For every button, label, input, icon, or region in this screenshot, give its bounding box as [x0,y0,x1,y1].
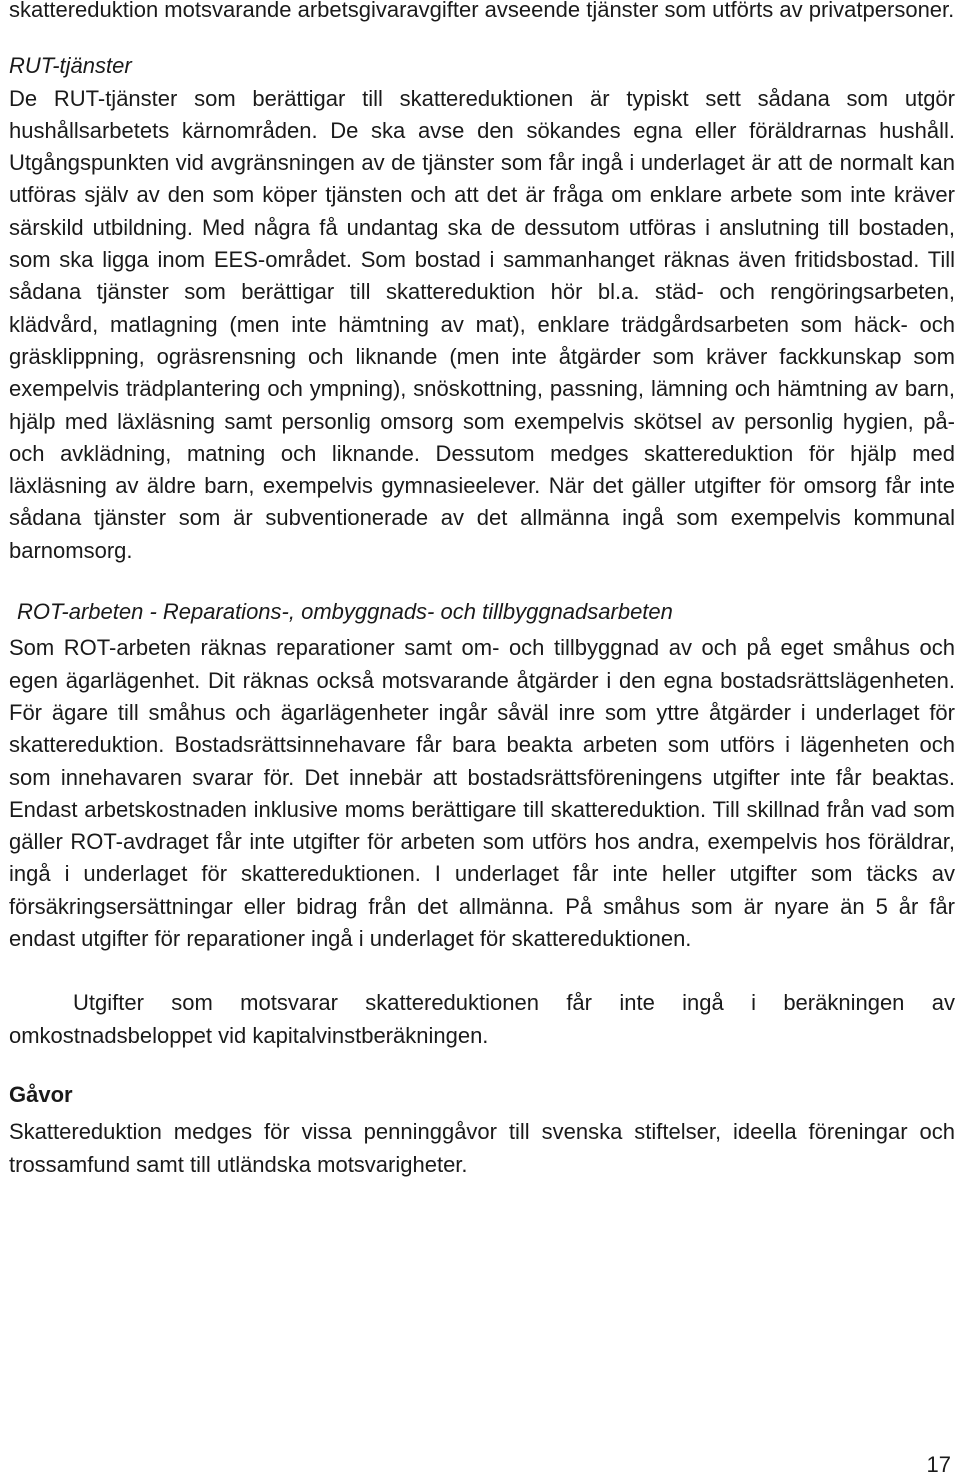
gavor-heading: Gåvor [9,1081,73,1107]
rot-paragraph: Som ROT-arbeten räknas reparationer samt om- och tillbyggnad av och på eget småhus och egen ägarlägenhet. Dit räknas också motsvarande åtgärder i den egna bostadsrättslägenheten. För ägare till småhus och ägarlägenheter ingår såväl inre som yttre åtgärder i underlaget för skattereduktion. Bostadsrättsinnehavare får bara beakta arbeten som utförs i lägenheten och som innehavaren svarar för. Det innebär att bostadsrättsföreningens utgifter inte får beaktas. Endast arbetskostnaden inklusive moms berättigare till skattereduktion. Till skillnad från vad som gäller ROT-avdraget får inte utgifter för arbeten som utförs hos andra, exempelvis hos föräldrar, ingå i underlaget för skattereduktionen. I underlaget får inte heller utgifter som täcks av försäkringsersättningar eller bidrag från det allmänna. På småhus som är nyare än 5 år får endast utgifter för reparationer ingå i underlaget för skattereduktionen. [9,635,955,952]
tax-note-paragraph: Utgifter som motsvarar skattereduktionen får inte ingå i beräkningen av omkostnadsbeloppet vid kapitalvinstberäkningen. [9,990,955,1048]
rot-heading: ROT-arbeten - Reparations-, ombyggnads- och tillbyggnadsarbeten [17,599,673,625]
intro-paragraph: skattereduktion motsvarande arbetsgivaravgifter avseende tjänster som utförts av privatpersoner. [9,0,955,22]
gavor-paragraph: Skattereduktion medges för vissa penninggåvor till svenska stiftelser, ideella föreningar och trossamfund samt till utländska motsvarigheter. [9,1119,955,1177]
document-page [9,0,955,1181]
rut-heading: RUT-tjänster [9,53,132,79]
rut-paragraph: De RUT-tjänster som berättigar till skattereduktionen är typiskt sett sådana som utgör hushållsarbetets kärnområden. De ska avse den sökandes egna eller föräldrarnas hushåll. Utgångspunkten vid avgränsningen av de tjänster som får ingå i underlaget är att de normalt kan utföras själv av den som köper tjänsten och att det är fråga om enklare arbete som inte kräver särskild utbildning. Med några få undantag ska de dessutom utföras i anslutning till bostaden, som ska ligga inom EES-området. Som bostad i sammanhanget räknas även fritidsbostad. Till sådana tjänster som berättigar till skattereduktion hör bl.a. städ- och rengöringsarbeten, klädvård, matlagning (men inte hämtning av mat), enklare trädgårdsarbeten som häck- och gräsklippning, ogräsrensning och liknande (men inte åtgärder som kräver fackkunskap som exempelvis trädplantering och ympning), snöskottning, passning, lämning och hämtning av barn, hjälp med läxläsning samt personlig omsorg som exempelvis skötsel av personlig hygien, på- och avklädning, matning och liknande. Dessutom medges skattereduktion för hjälp med läxläsning av äldre barn, exempelvis gymnasieelever. När det gäller utgifter för omsorg får inte sådana tjänster som är subventionerade av det allmänna ingå som exempelvis kommunal barnomsorg. [9,85,955,563]
page-number: 17 [926,1452,951,1477]
